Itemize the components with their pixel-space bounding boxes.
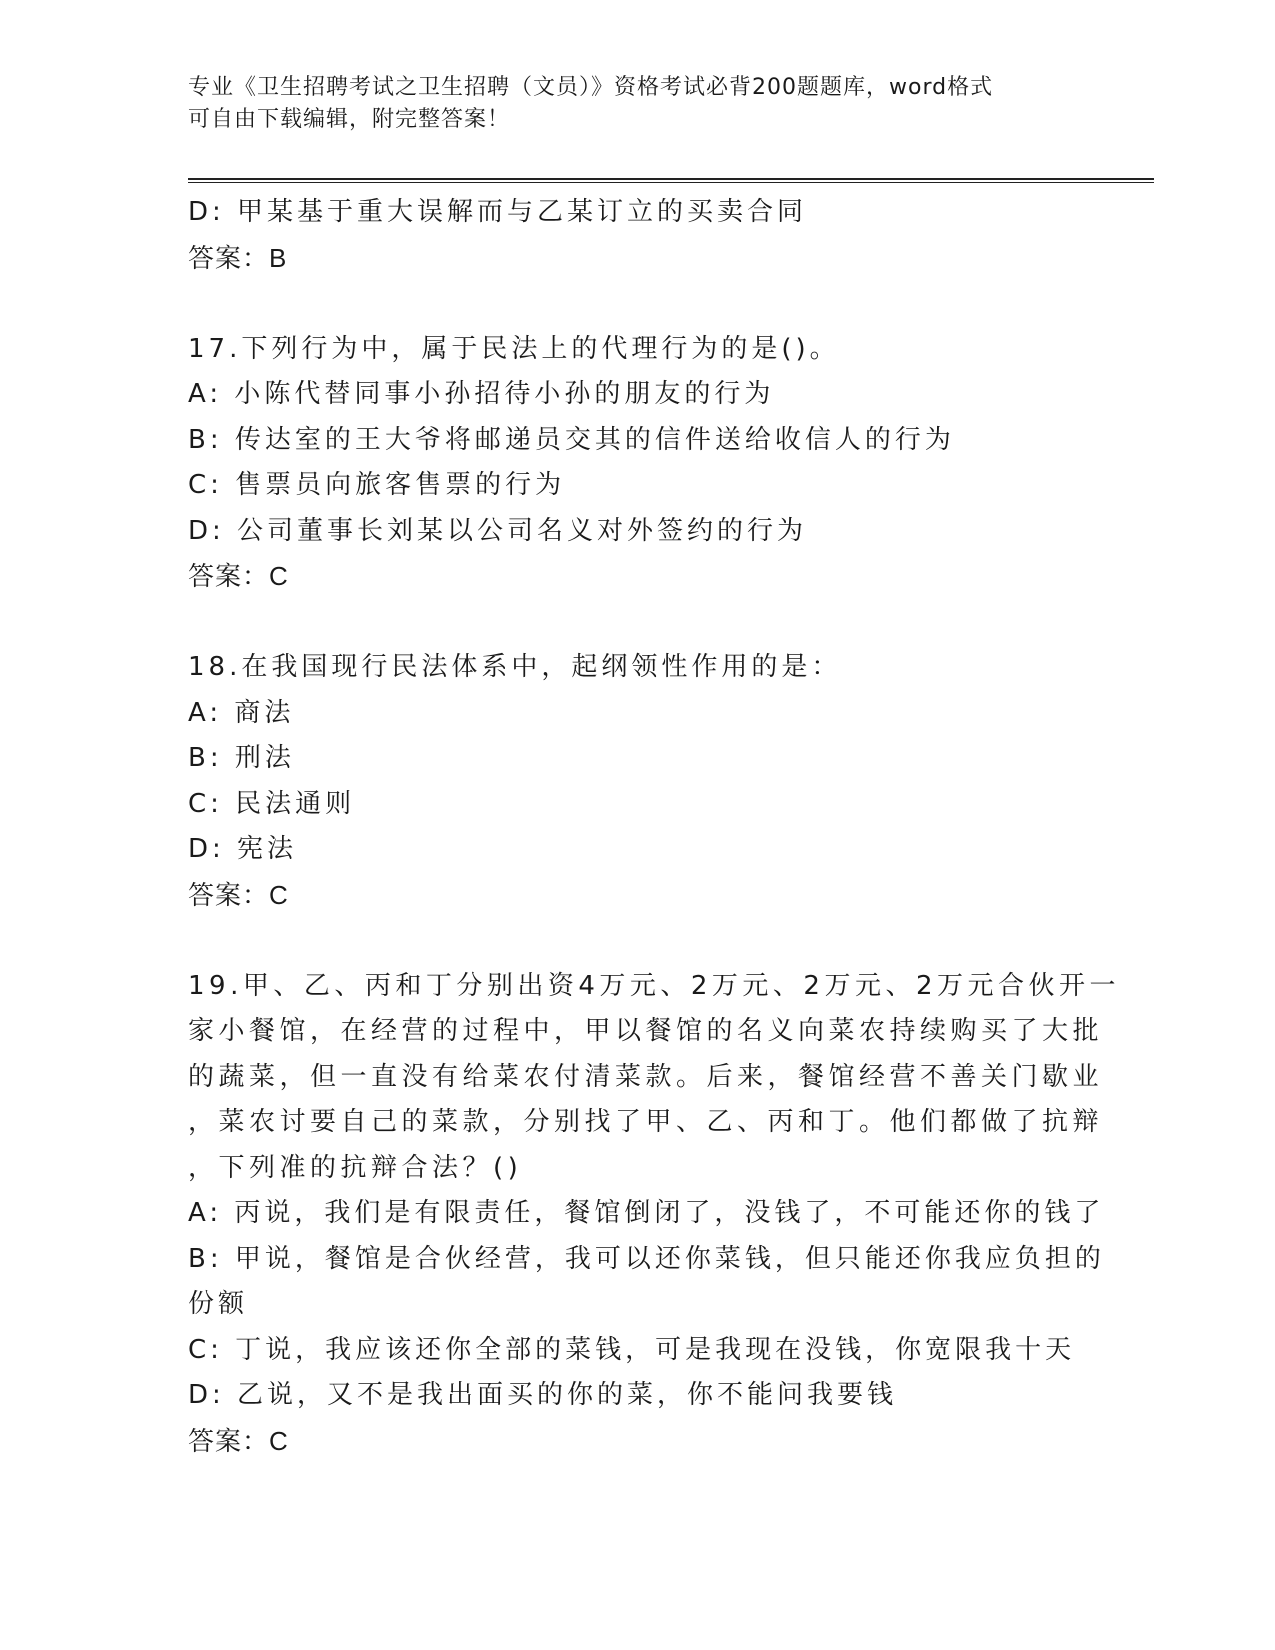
question-stem-line: 19.甲、乙、丙和丁分别出资4万元、2万元、2万元、2万元合伙开一	[188, 970, 1121, 1001]
option-d: D: 公司董事长刘某以公司名义对外签约的行为	[188, 515, 808, 546]
question-19	[188, 964, 1121, 1465]
option-c: C: 丁说，我应该还你全部的菜钱，可是我现在没钱，你宽限我十天	[188, 1334, 1076, 1365]
option-b: B: 甲说，餐馆是合伙经营，我可以还你菜钱，但只能还你我应负担的	[188, 1243, 1105, 1274]
option-b: B: 传达室的王大爷将邮递员交其的信件送给收信人的行为	[188, 424, 955, 455]
option-a: A: 丙说，我们是有限责任，餐馆倒闭了，没钱了，不可能还你的钱了	[188, 1198, 1105, 1228]
option-d: D: 甲某基于重大误解而与乙某订立的买卖合同	[188, 197, 808, 227]
question-stem-line: ，下列准的抗辩合法？()	[188, 1152, 523, 1183]
question-17	[188, 327, 1088, 600]
answer-line: 答案：C	[188, 561, 289, 591]
option-b-continued: 份额	[188, 1289, 249, 1319]
answer-line: 答案：C	[188, 879, 289, 910]
question-stem: 17.下列行为中，属于民法上的代理行为的是()。	[188, 333, 840, 364]
document-body	[188, 190, 1121, 1464]
question-stem: 18.在我国现行民法体系中，起纲领性作用的是：	[188, 652, 842, 682]
answer-line: 答案：B	[188, 242, 288, 273]
option-a: A: 商法	[188, 697, 295, 728]
option-c: C: 民法通则	[188, 788, 356, 819]
spacer	[188, 918, 1088, 964]
document-header	[188, 72, 1088, 136]
header-divider	[188, 178, 1154, 183]
question-stem-line: ，菜农讨要自己的菜款，分别找了甲、乙、丙和丁。他们都做了抗辩	[188, 1107, 1104, 1137]
option-c: C: 售票员向旅客售票的行为	[188, 470, 566, 500]
spacer	[188, 600, 1088, 646]
option-d: D: 宪法	[188, 834, 298, 864]
question-stem	[188, 964, 1121, 1192]
option-a: A: 小陈代替同事小孙招待小孙的朋友的行为	[188, 379, 775, 409]
question-18	[188, 645, 1088, 918]
spacer	[188, 281, 1088, 327]
option-b: B: 刑法	[188, 743, 295, 773]
prev-question	[188, 190, 1088, 281]
option-d: D: 乙说，又不是我出面买的你的菜，你不能问我要钱	[188, 1380, 898, 1410]
header-title-line-2: 可自由下载编辑，附完整答案！	[188, 107, 511, 132]
answer-line: 答案：C	[188, 1425, 289, 1456]
question-stem-line: 的蔬菜，但一直没有给菜农付清菜款。后来，餐馆经营不善关门歇业	[188, 1061, 1104, 1092]
question-stem-line: 家小餐馆，在经营的过程中，甲以餐馆的名义向菜农持续购买了大批	[188, 1016, 1104, 1046]
header-title-line-1: 专业《卫生招聘考试之卫生招聘（文员）》资格考试必背200题题库，word格式	[188, 75, 994, 100]
